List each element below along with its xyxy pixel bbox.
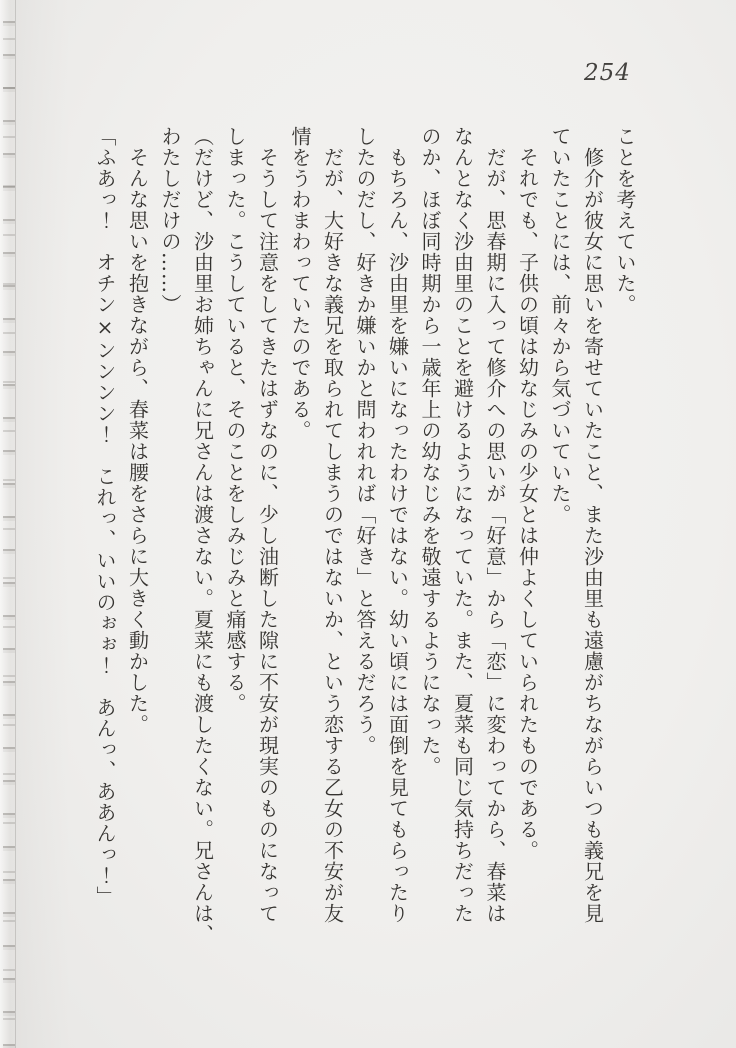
text-line: 情をうわまわっていたのである。 (288, 126, 312, 441)
text-line: しまった。こうしていると、そのことをしみじみと痛感する。 (223, 126, 247, 714)
text-line: ことを考えていた。 (613, 126, 637, 315)
text-line: わたしだけの……） (158, 126, 182, 315)
text-line: したのだし、好きか嫌いかと問われれば「好き」と答えるだろう。 (353, 126, 377, 756)
text-line: のか、ほぼ同時期から一歳年上の幼なじみを敬遠するようになった。 (418, 126, 442, 777)
text-line: （だけど、沙由里お姉ちゃんに兄さんは渡さない。夏菜にも渡したくない。兄さんは、 (190, 126, 215, 945)
text-line: ていたことには、前々から気づいていた。 (548, 126, 572, 525)
text-line: それでも、子供の頃は幼なじみの少女とは仲よくしていられたものである。 (515, 126, 540, 861)
page-edge-line (15, 0, 16, 1048)
text-line: 修介が彼女に思いを寄せていたこと、また沙由里も遠慮がちながらいつも義兄を見 (580, 126, 605, 924)
text-line: そんな思いを抱きながら、春菜は腰をさらに大きく動かした。 (125, 126, 150, 735)
text-line: 「ふあっ！ オチン×ンンンン！ これっ、いいのぉぉ！ あんっ、ああんっ！」 (93, 126, 117, 907)
text-columns (89, 126, 642, 964)
text-line: そうして注意をしてきたはずなのに、少し油断した隙に不安が現実のものになって (255, 126, 280, 924)
text-line: だが、思春期に入って修介への思いが「好意」から「恋」に変わってから、春菜は (483, 126, 507, 924)
text-line: なんとなく沙由里のことを避けるようになっていた。また、夏菜も同じ気持ちだった (450, 126, 475, 924)
page-edge-texture (3, 0, 15, 1048)
text-line: だが、大好きな義兄を取られてしまうのではないか、という恋する乙女の不安が友 (320, 126, 345, 924)
text-line: もちろん、沙由里を嫌いになったわけではない。幼い頃には面倒を見てもらったり (385, 126, 410, 924)
page-number: 254 (584, 60, 631, 86)
